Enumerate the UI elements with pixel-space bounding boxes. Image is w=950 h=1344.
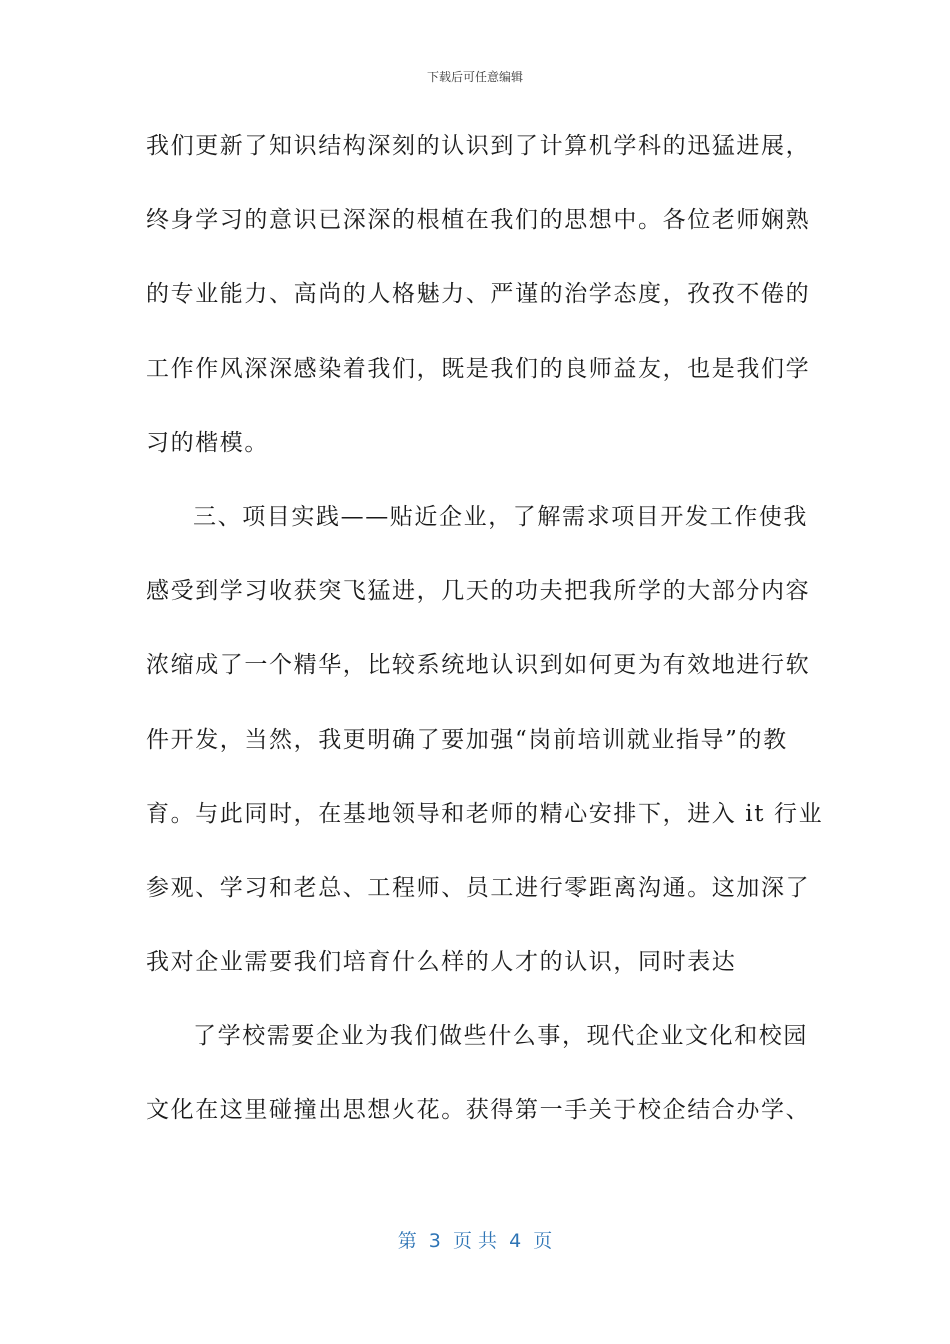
header-note: 下载后可任意编辑	[426, 70, 523, 84]
text-line: 参观、学习和老总、工程师、员工进行零距离沟通。这加深了	[146, 874, 811, 901]
document-body	[146, 124, 824, 1163]
text-line: 习的楷模。	[146, 429, 269, 456]
text-line: 育。与此同时，在基地领导和老师的精心安排下，进入 it 行业	[146, 800, 824, 827]
section-heading-line: 三、项目实践——贴近企业，了解需求项目开发工作使我	[193, 503, 808, 530]
text-line: 的专业能力、高尚的人格魅力、严谨的治学态度，孜孜不倦的	[146, 281, 811, 308]
text-line: 我对企业需要我们培育什么样的人才的认识，同时表达	[146, 949, 737, 976]
text-line: 我们更新了知识结构深刻的认识到了计算机学科的迅猛进展，	[146, 133, 811, 159]
page-number: 第 3 页 共 4 页	[397, 1230, 553, 1252]
text-line: 件开发，当然，我更明确了要加强“岗前培训就业指导”的教	[146, 726, 788, 753]
text-line: 浓缩成了一个精华，比较系统地认识到如何更为有效地进行软	[146, 652, 811, 679]
text-line: 文化在这里碰撞出思想火花。获得第一手关于校企结合办学、	[146, 1097, 811, 1124]
paragraph-start-line: 了学校需要企业为我们做些什么事，现代企业文化和校园	[193, 1023, 808, 1050]
text-line: 感受到学习收获突飞猛进，几天的功夫把我所学的大部分内容	[146, 578, 811, 605]
text-line: 工作作风深深感染着我们，既是我们的良师益友，也是我们学	[146, 355, 811, 382]
text-line: 终身学习的意识已深深的根植在我们的思想中。各位老师娴熟	[146, 207, 811, 234]
